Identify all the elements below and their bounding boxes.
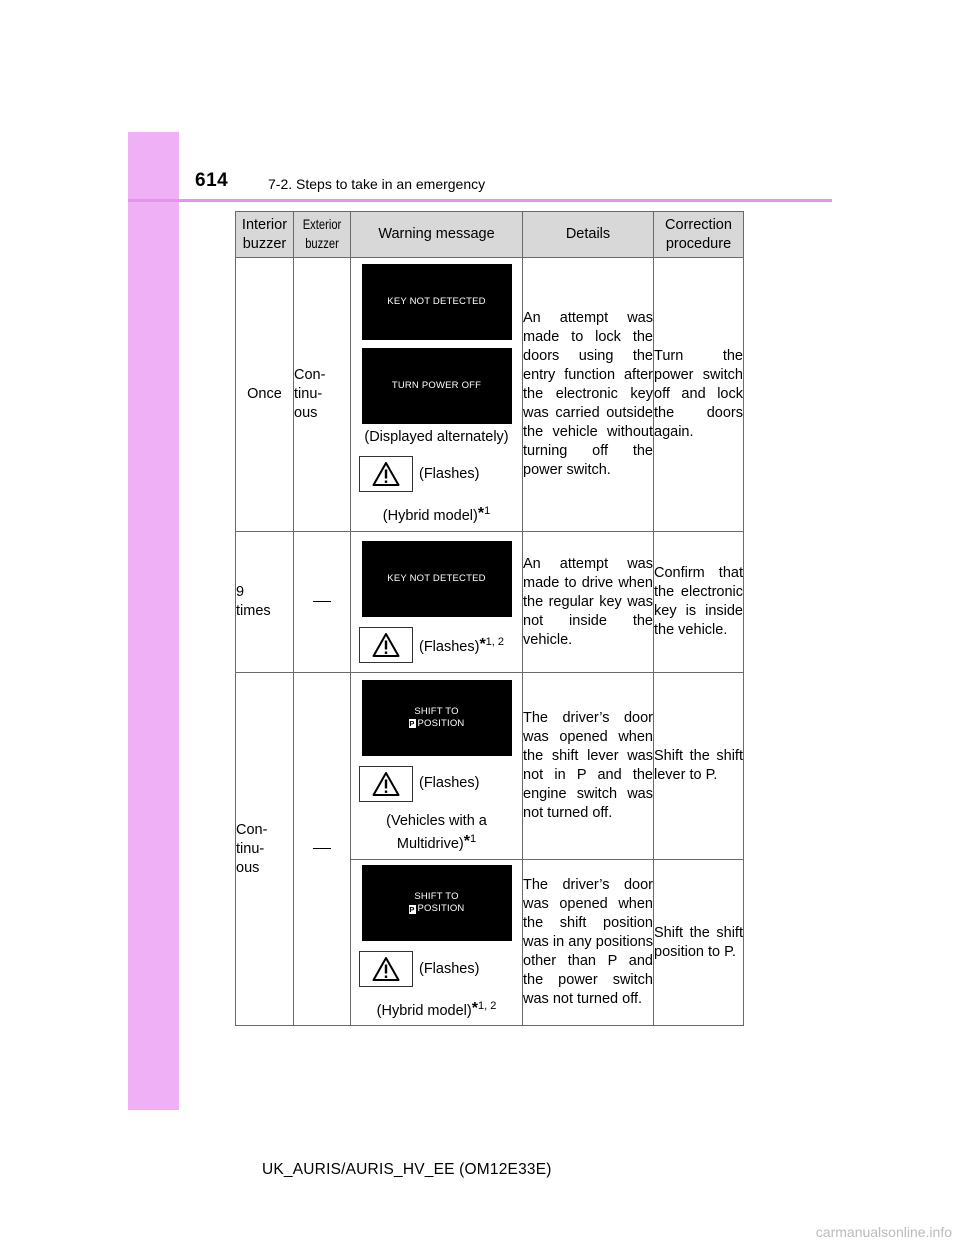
header-interior-buzzer: Interior buzzer (236, 212, 294, 258)
header-details: Details (523, 212, 654, 258)
warning-message-cell (351, 532, 523, 673)
exterior-buzzer-cell (294, 673, 351, 1026)
correction-cell: Turn the power switch off and lock the doors again. (654, 258, 744, 532)
correction-cell: Shift the shift position to P. (654, 860, 744, 1026)
correction-cell: Confirm that the electronic key is inside the vehicle. (654, 532, 744, 673)
warning-triangle-icon (359, 627, 413, 663)
header-warning-message: Warning message (351, 212, 523, 258)
flashes-label: (Flashes)$^{*1, 2}$ (419, 636, 505, 655)
warning-triangle-icon (359, 766, 413, 802)
flashes-label: (Flashes) (419, 960, 480, 977)
display-screen: KEY NOT DETECTED (362, 264, 512, 340)
warning-message-cell (351, 860, 523, 1026)
interior-buzzer-cell: Once (236, 258, 294, 532)
warning-table (235, 211, 744, 1026)
p-position-icon: P (409, 904, 415, 914)
correction-cell: Shift the shift lever to P. (654, 673, 744, 860)
details-cell: The driver’s door was opened when the shift position was in any positions other than P and the power switch was not turned off. (523, 860, 654, 1026)
warning-triangle-icon (359, 951, 413, 987)
flashes-label: (Flashes) (419, 775, 480, 791)
exterior-buzzer-cell (294, 532, 351, 673)
display-note: (Displayed alternately) (364, 429, 509, 445)
interior-buzzer-cell: Con- tinu- ous (236, 673, 294, 1026)
header-exterior-buzzer: Exterior buzzer (294, 212, 351, 258)
model-note: (Hybrid model)$^{*1}$ (382, 505, 491, 524)
page-number: 614 (195, 170, 229, 191)
none-dash (313, 848, 331, 849)
table-row (236, 673, 744, 860)
details-cell: An attempt was made to lock the doors using the entry function after the electronic key was carried outside the vehicle without turning off the power switch. (523, 258, 654, 532)
model-note: (Hybrid model)$^{*1, 2}$ (376, 1000, 497, 1019)
chapter-side-tab (128, 132, 179, 1110)
warning-message-cell (351, 258, 523, 532)
display-screen: SHIFT TO P POSITION (362, 865, 512, 941)
flashes-label: (Flashes) (419, 465, 480, 482)
watermark: carmanualsonline.info (815, 1224, 952, 1240)
table-header-row (236, 212, 744, 258)
details-cell: The driver’s door was opened when the shift lever was not in P and the engine switch was not turned off. (523, 673, 654, 860)
details-cell: An attempt was made to drive when the regular key was not inside the vehicle. (523, 532, 654, 673)
display-screen: SHIFT TO P POSITION (362, 680, 512, 756)
section-title: 7-2. Steps to take in an emergency (268, 176, 486, 192)
warning-message-cell (351, 673, 523, 860)
interior-buzzer-cell: 9 times (236, 532, 294, 673)
table-row (236, 258, 744, 532)
warning-triangle-icon (359, 456, 413, 492)
exterior-buzzer-cell: Con- tinu- ous (294, 258, 351, 532)
none-dash (313, 601, 331, 602)
table-row (236, 532, 744, 673)
p-position-icon: P (409, 719, 415, 728)
document-code-footer: UK_AURIS/AURIS_HV_EE (OM12E33E) (262, 1161, 552, 1178)
model-note: (Vehicles with a Multidrive)$^{*1}$ (386, 812, 487, 852)
display-screen: TURN POWER OFF (362, 348, 512, 424)
display-screen: KEY NOT DETECTED (362, 541, 512, 617)
header-rule (128, 199, 832, 202)
header-correction: Correction procedure (654, 212, 744, 258)
